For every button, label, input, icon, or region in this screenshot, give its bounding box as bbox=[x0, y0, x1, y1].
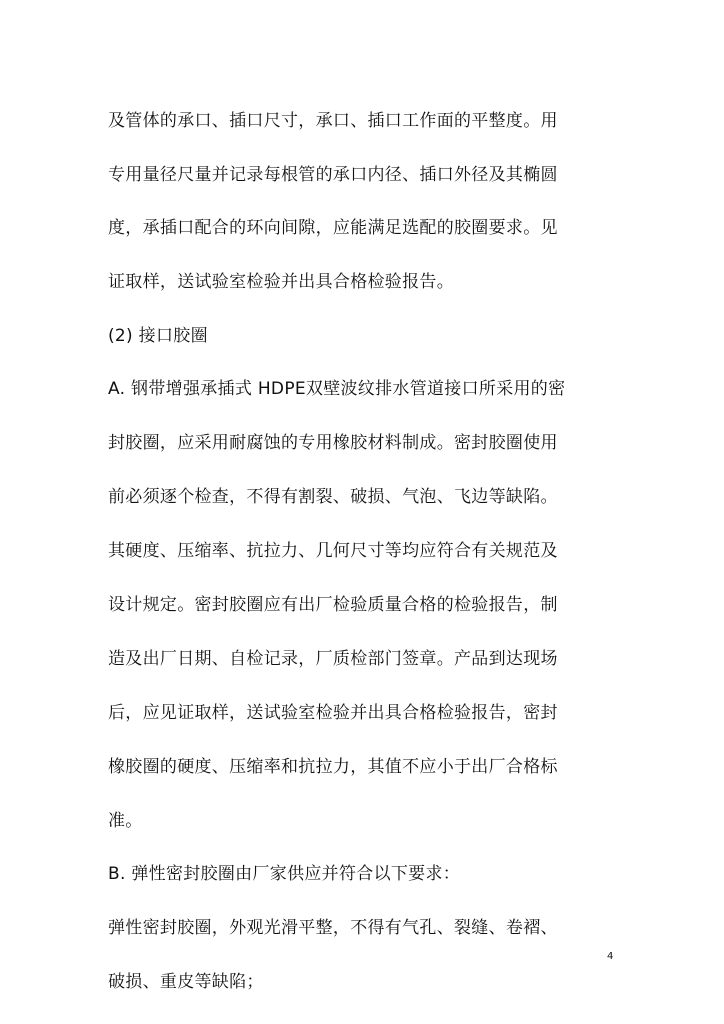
text-line: B. 弹性密封胶圈由厂家供应并符合以下要求： bbox=[108, 864, 461, 884]
text-line: 及管体的承口、插口尺寸，承口、插口工作面的平整度。用 bbox=[108, 111, 558, 131]
text-line: 弹性密封胶圈，外观光滑平整，不得有气孔、裂缝、卷褶、 bbox=[108, 918, 558, 938]
text-line: 证取样，送试验室检验并出具合格检验报告。 bbox=[108, 272, 454, 292]
text-line: 破损、重皮等缺陷； bbox=[108, 972, 264, 992]
page-number: 4 bbox=[607, 951, 614, 962]
text-line: 封胶圈，应采用耐腐蚀的专用橡胶材料制成。密封胶圈使用 bbox=[108, 433, 558, 453]
text-line: 前必须逐个检查，不得有割裂、破损、气泡、飞边等缺陷。 bbox=[108, 487, 558, 507]
section-heading: (2) 接口胶圈 bbox=[108, 326, 208, 346]
text-line: 橡胶圈的硬度、压缩率和抗拉力，其值不应小于出厂合格标 bbox=[108, 757, 558, 777]
text-line: 度，承插口配合的环向间隙，应能满足选配的胶圈要求。见 bbox=[108, 218, 558, 238]
text-line: 设计规定。密封胶圈应有出厂检验质量合格的检验报告，制 bbox=[108, 595, 558, 615]
text-line: 专用量径尺量并记录每根管的承口内径、插口外径及其椭圆 bbox=[108, 165, 558, 185]
text-line: A. 钢带增强承插式 HDPE双壁波纹排水管道接口所采用的密 bbox=[108, 379, 566, 399]
text-line: 准。 bbox=[108, 811, 143, 831]
text-line: 造及出厂日期、自检记录，厂质检部门签章。产品到达现场 bbox=[108, 649, 558, 669]
text-line: 其硬度、压缩率、抗拉力、几何尺寸等均应符合有关规范及 bbox=[108, 541, 558, 561]
text-line: 后，应见证取样，送试验室检验并出具合格检验报告，密封 bbox=[108, 703, 558, 723]
